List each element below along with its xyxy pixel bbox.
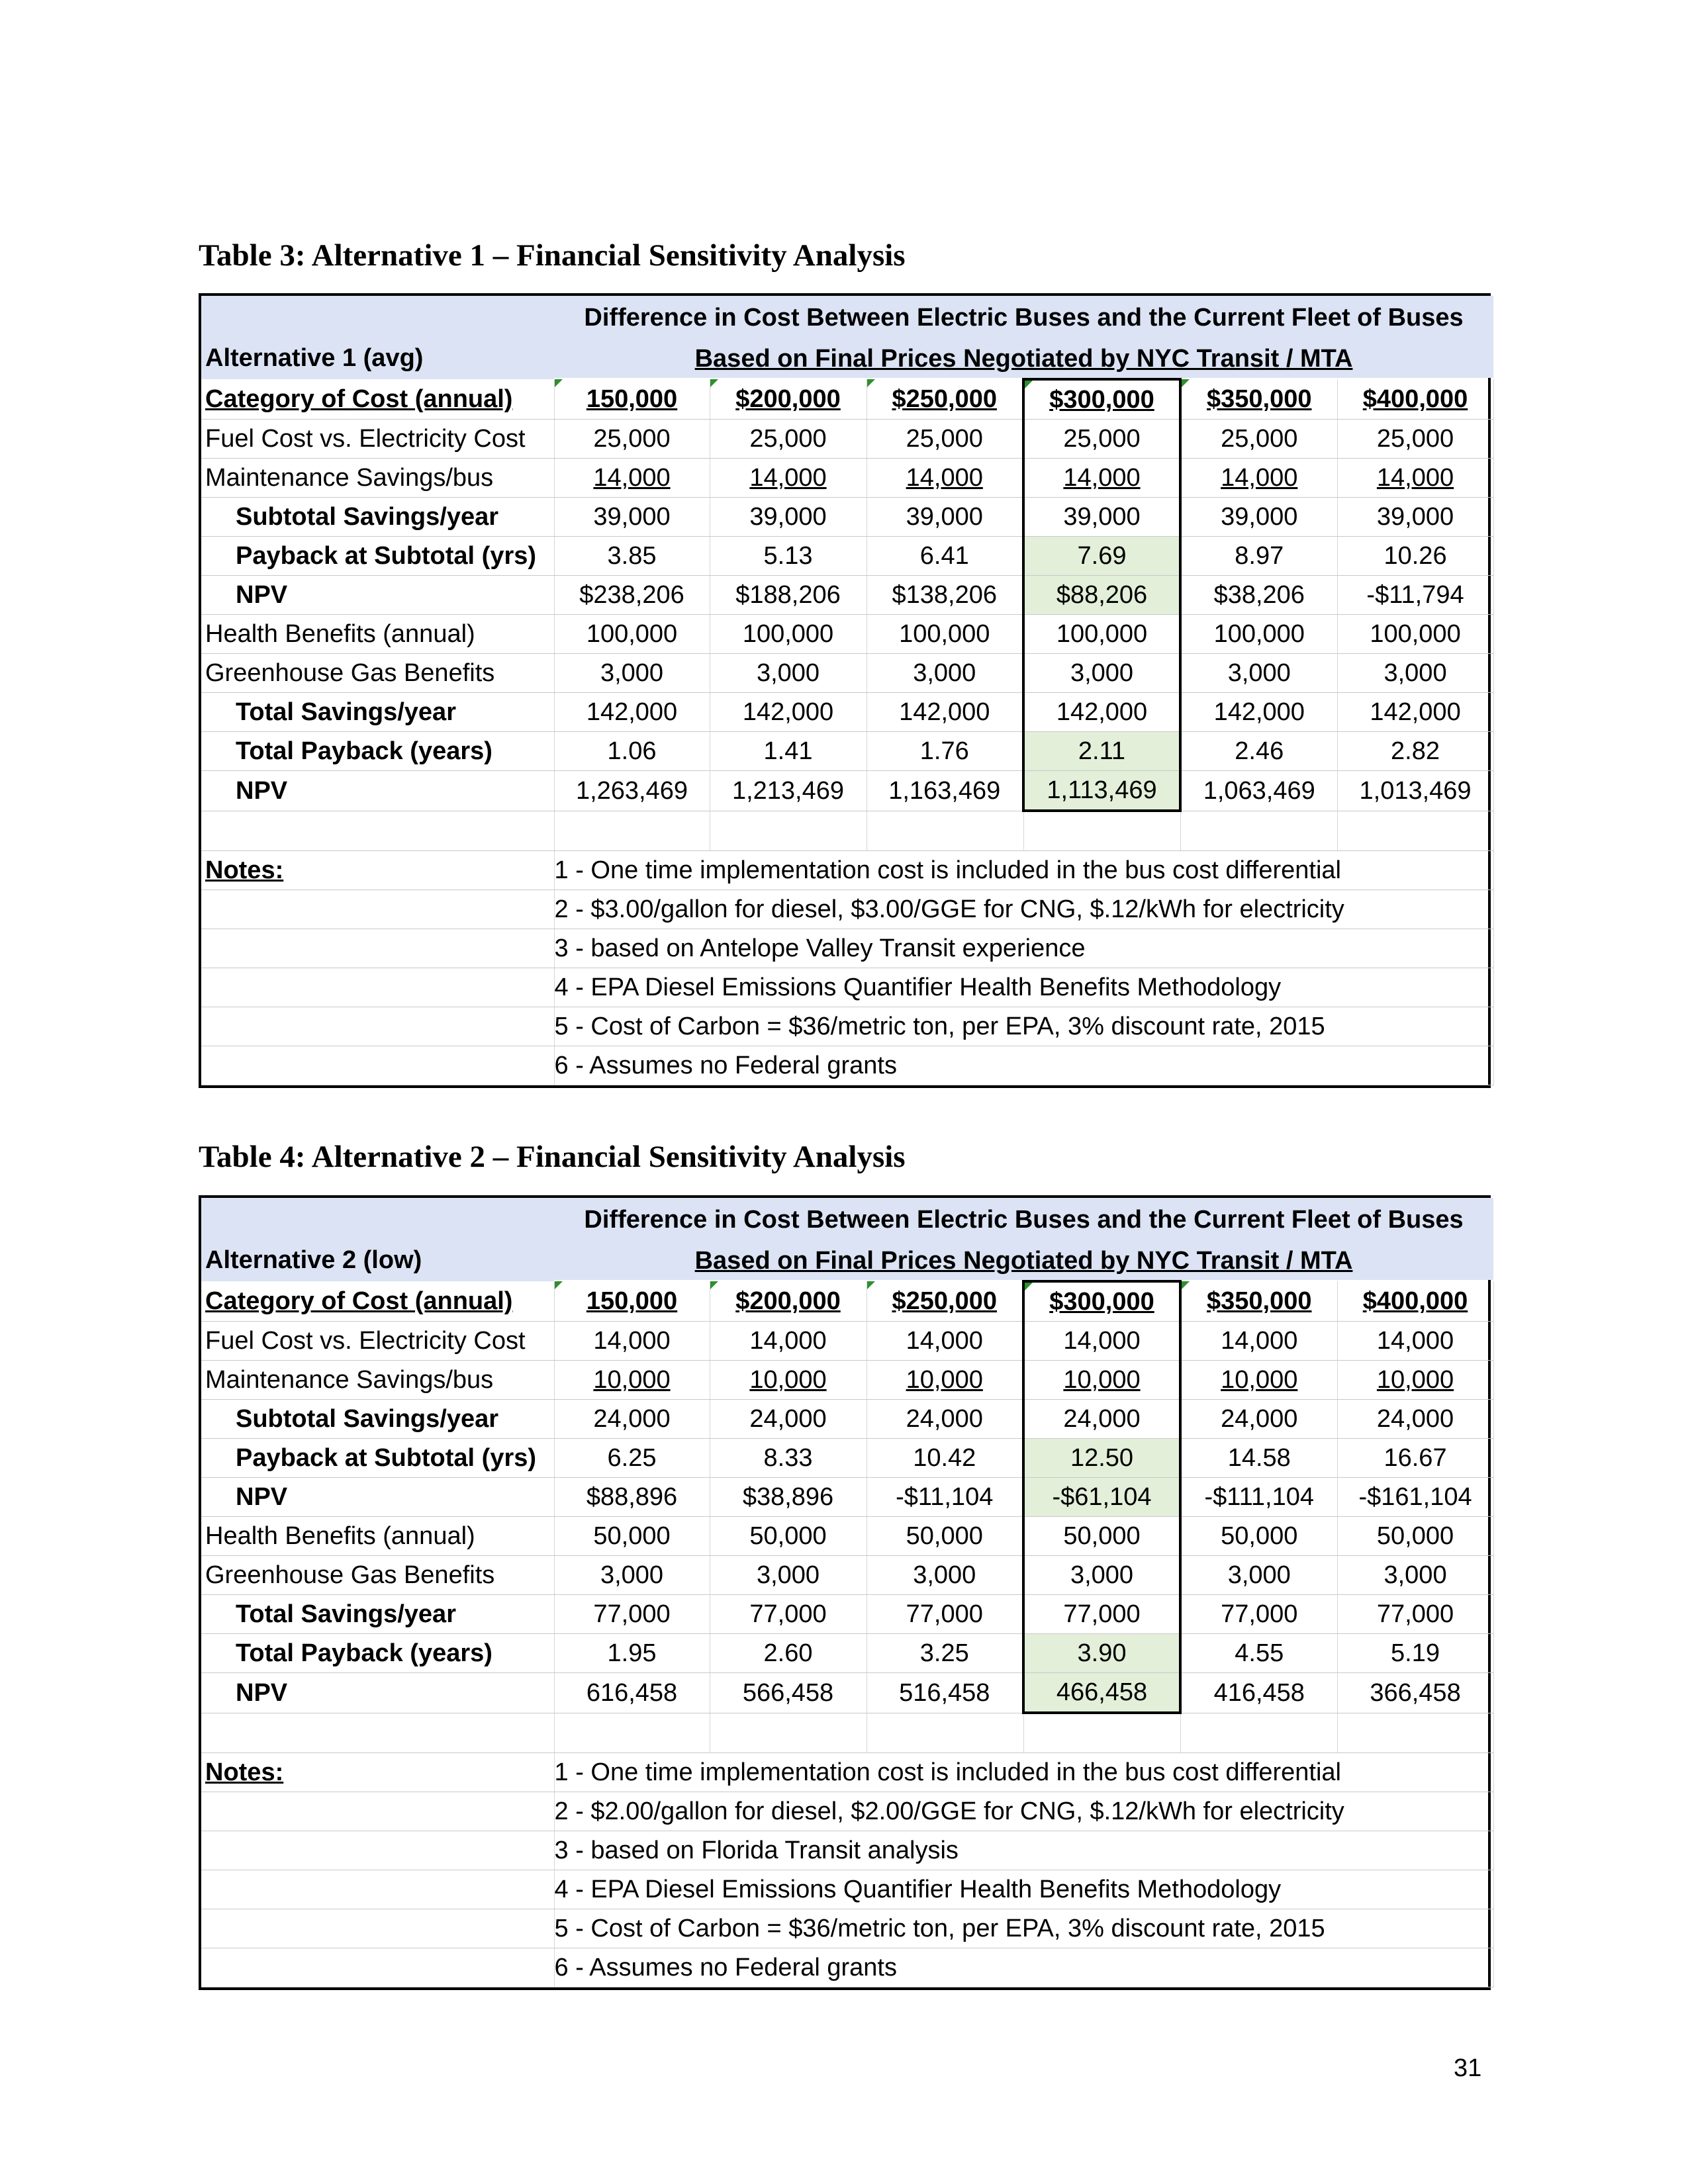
header-line-2: Based on Final Prices Negotiated by NYC Transit / MTA xyxy=(554,1239,1493,1281)
note-row xyxy=(201,890,1493,929)
table-cell: 5.19 xyxy=(1337,1634,1493,1673)
table-row xyxy=(201,498,1493,537)
table-cell: 25,000 xyxy=(710,420,867,459)
table-row xyxy=(201,771,1493,811)
comment-marker-icon xyxy=(710,1281,718,1289)
table-cell: 50,000 xyxy=(1180,1517,1337,1556)
comment-marker-icon xyxy=(867,1281,875,1289)
table-cell: 3,000 xyxy=(1023,654,1180,693)
comment-marker-icon xyxy=(1182,1281,1190,1289)
column-header-3 xyxy=(867,379,1023,420)
note-text: 3 - based on Antelope Valley Transit experience xyxy=(554,929,1493,968)
note-text: 4 - EPA Diesel Emissions Quantifier Health Benefits Methodology xyxy=(554,968,1493,1007)
table-cell: 516,458 xyxy=(867,1673,1023,1713)
table-cell: 10,000 xyxy=(867,1361,1023,1400)
row-label: Health Benefits (annual) xyxy=(201,615,554,654)
table-cell: 3,000 xyxy=(1337,1556,1493,1595)
table-3-title: Table 3: Alternative 1 – Financial Sensitivity Analysis xyxy=(199,238,906,273)
table-cell: 3,000 xyxy=(710,1556,867,1595)
table-cell: 2.82 xyxy=(1337,732,1493,771)
alternative-label: Alternative 1 (avg) xyxy=(201,337,554,379)
note-row xyxy=(201,1870,1493,1909)
sheet-grid xyxy=(201,1198,1494,1987)
table-cell: 1.95 xyxy=(554,1634,710,1673)
table-cell: -$61,104 xyxy=(1023,1478,1180,1517)
column-header-5 xyxy=(1180,379,1337,420)
note-text: 3 - based on Florida Transit analysis xyxy=(554,1831,1493,1870)
table-cell: 25,000 xyxy=(1180,420,1337,459)
table-cell: -$11,794 xyxy=(1337,576,1493,615)
column-header-6 xyxy=(1337,379,1493,420)
table-cell: 616,458 xyxy=(554,1673,710,1713)
empty-cell xyxy=(1337,1713,1493,1753)
header-row-2 xyxy=(201,337,1493,379)
table-row xyxy=(201,615,1493,654)
sheet-grid xyxy=(201,296,1494,1085)
table-cell: 10,000 xyxy=(1180,1361,1337,1400)
empty-cell xyxy=(201,1948,554,1987)
empty-cell xyxy=(201,1792,554,1831)
table-cell: 7.69 xyxy=(1023,537,1180,576)
table-cell: 39,000 xyxy=(1023,498,1180,537)
table-cell: $38,206 xyxy=(1180,576,1337,615)
table-cell: 3,000 xyxy=(554,654,710,693)
table-cell: 24,000 xyxy=(710,1400,867,1439)
row-label: NPV xyxy=(201,1673,554,1713)
column-header-label: $300,000 xyxy=(1049,1288,1154,1316)
table-cell: 100,000 xyxy=(1023,615,1180,654)
table-cell: $188,206 xyxy=(710,576,867,615)
row-label: Fuel Cost vs. Electricity Cost xyxy=(201,420,554,459)
note-row xyxy=(201,1753,1493,1792)
table-cell: 39,000 xyxy=(554,498,710,537)
table-row xyxy=(201,1556,1493,1595)
column-header-label: $300,000 xyxy=(1049,386,1154,414)
table-cell: 142,000 xyxy=(554,693,710,732)
column-header-5 xyxy=(1180,1281,1337,1322)
row-label: Health Benefits (annual) xyxy=(201,1517,554,1556)
table-row xyxy=(201,1595,1493,1634)
table-cell: 14.58 xyxy=(1180,1439,1337,1478)
row-label: Total Savings/year xyxy=(201,1595,554,1634)
table-cell: 2.46 xyxy=(1180,732,1337,771)
empty-cell xyxy=(554,1713,710,1753)
table-cell: -$11,104 xyxy=(867,1478,1023,1517)
table-cell: 142,000 xyxy=(1180,693,1337,732)
empty-cell xyxy=(1337,811,1493,851)
table-cell: 10,000 xyxy=(1023,1361,1180,1400)
row-label: NPV xyxy=(201,771,554,811)
comment-marker-icon xyxy=(1025,1283,1033,1291)
header-row-2 xyxy=(201,1239,1493,1281)
table-row xyxy=(201,1634,1493,1673)
row-label: Maintenance Savings/bus xyxy=(201,459,554,498)
table-row xyxy=(201,693,1493,732)
table-row xyxy=(201,1400,1493,1439)
table-row xyxy=(201,654,1493,693)
table-row xyxy=(201,1673,1493,1713)
column-header-label: $250,000 xyxy=(892,1287,997,1315)
table-cell: 14,000 xyxy=(1023,459,1180,498)
column-header-4 xyxy=(1023,379,1180,420)
note-row xyxy=(201,851,1493,890)
note-text: 1 - One time implementation cost is included in the bus cost differential xyxy=(554,1753,1493,1792)
table-cell: 24,000 xyxy=(867,1400,1023,1439)
comment-marker-icon xyxy=(867,379,875,387)
table-cell: 16.67 xyxy=(1337,1439,1493,1478)
table-cell: 77,000 xyxy=(1337,1595,1493,1634)
table-cell: 142,000 xyxy=(867,693,1023,732)
column-header-label: $200,000 xyxy=(735,385,841,413)
table-cell: 14,000 xyxy=(1337,1322,1493,1361)
row-label: Subtotal Savings/year xyxy=(201,1400,554,1439)
table-cell: 25,000 xyxy=(554,420,710,459)
table-cell: 3,000 xyxy=(1180,1556,1337,1595)
column-header-3 xyxy=(867,1281,1023,1322)
column-header-1 xyxy=(554,379,710,420)
note-text: 5 - Cost of Carbon = $36/metric ton, per EPA, 3% discount rate, 2015 xyxy=(554,1909,1493,1948)
note-text: 6 - Assumes no Federal grants xyxy=(554,1948,1493,1987)
note-row xyxy=(201,1007,1493,1046)
table-cell: 39,000 xyxy=(1337,498,1493,537)
table-cell: 100,000 xyxy=(554,615,710,654)
header-row-1 xyxy=(201,1198,1493,1239)
table-cell: 14,000 xyxy=(710,1322,867,1361)
table-row xyxy=(201,1322,1493,1361)
empty-cell xyxy=(201,1046,554,1085)
empty-cell xyxy=(1180,811,1337,851)
table-cell: 24,000 xyxy=(1023,1400,1180,1439)
table-cell: 14,000 xyxy=(1023,1322,1180,1361)
table-cell: 1,213,469 xyxy=(710,771,867,811)
header-row-1 xyxy=(201,296,1493,337)
empty-cell xyxy=(554,811,710,851)
table-cell: 14,000 xyxy=(1337,459,1493,498)
table-cell: 8.97 xyxy=(1180,537,1337,576)
table-cell: 24,000 xyxy=(1180,1400,1337,1439)
table-cell: $138,206 xyxy=(867,576,1023,615)
table-3 xyxy=(199,293,1491,1088)
table-cell: 2.11 xyxy=(1023,732,1180,771)
category-label: Category of Cost (annual) xyxy=(201,1281,554,1322)
table-cell: 3,000 xyxy=(554,1556,710,1595)
table-cell: $38,896 xyxy=(710,1478,867,1517)
empty-cell xyxy=(867,811,1023,851)
table-cell: 1,163,469 xyxy=(867,771,1023,811)
table-cell: 14,000 xyxy=(1180,459,1337,498)
table-cell: 566,458 xyxy=(710,1673,867,1713)
table-cell: 10,000 xyxy=(710,1361,867,1400)
table-cell: 6.41 xyxy=(867,537,1023,576)
note-row xyxy=(201,1046,1493,1085)
column-header-2 xyxy=(710,1281,867,1322)
note-text: 2 - $3.00/gallon for diesel, $3.00/GGE for CNG, $.12/kWh for electricity xyxy=(554,890,1493,929)
table-cell: $88,896 xyxy=(554,1478,710,1517)
table-cell: 3,000 xyxy=(867,1556,1023,1595)
row-label: NPV xyxy=(201,1478,554,1517)
table-cell: 10.26 xyxy=(1337,537,1493,576)
empty-cell xyxy=(201,929,554,968)
table-cell: 5.13 xyxy=(710,537,867,576)
column-header-label: $350,000 xyxy=(1207,385,1312,413)
column-header-label: $250,000 xyxy=(892,385,997,413)
table-cell: 8.33 xyxy=(710,1439,867,1478)
note-text: 2 - $2.00/gallon for diesel, $2.00/GGE for CNG, $.12/kWh for electricity xyxy=(554,1792,1493,1831)
notes-label: Notes: xyxy=(201,1753,554,1792)
table-cell: -$161,104 xyxy=(1337,1478,1493,1517)
row-label: Payback at Subtotal (yrs) xyxy=(201,537,554,576)
table-cell: 77,000 xyxy=(1023,1595,1180,1634)
table-row xyxy=(201,732,1493,771)
table-cell: 24,000 xyxy=(554,1400,710,1439)
table-cell: 1.06 xyxy=(554,732,710,771)
table-cell: 10.42 xyxy=(867,1439,1023,1478)
comment-marker-icon xyxy=(710,379,718,387)
table-row xyxy=(201,1517,1493,1556)
table-cell: 3.85 xyxy=(554,537,710,576)
table-cell: 77,000 xyxy=(710,1595,867,1634)
page-number: 31 xyxy=(1454,2054,1482,2082)
empty-cell xyxy=(867,1713,1023,1753)
note-text: 4 - EPA Diesel Emissions Quantifier Health Benefits Methodology xyxy=(554,1870,1493,1909)
table-cell: 1.41 xyxy=(710,732,867,771)
table-cell: 366,458 xyxy=(1337,1673,1493,1713)
row-label: NPV xyxy=(201,576,554,615)
table-cell: 77,000 xyxy=(867,1595,1023,1634)
header-spacer xyxy=(201,1198,554,1239)
table-cell: 24,000 xyxy=(1337,1400,1493,1439)
column-header-label: $350,000 xyxy=(1207,1287,1312,1315)
table-cell: 14,000 xyxy=(710,459,867,498)
row-label: Total Payback (years) xyxy=(201,732,554,771)
empty-cell xyxy=(1023,1713,1180,1753)
empty-cell xyxy=(201,1007,554,1046)
table-cell: 100,000 xyxy=(1337,615,1493,654)
table-cell: 1,063,469 xyxy=(1180,771,1337,811)
table-row xyxy=(201,1361,1493,1400)
note-text: 6 - Assumes no Federal grants xyxy=(554,1046,1493,1085)
table-cell: 50,000 xyxy=(867,1517,1023,1556)
header-line-1: Difference in Cost Between Electric Buses and the Current Fleet of Buses xyxy=(554,1198,1493,1239)
column-header-row xyxy=(201,1281,1493,1322)
spacer-row xyxy=(201,811,1493,851)
empty-cell xyxy=(710,811,867,851)
table-cell: 3,000 xyxy=(1023,1556,1180,1595)
table-cell: 39,000 xyxy=(1180,498,1337,537)
row-label: Total Savings/year xyxy=(201,693,554,732)
table-cell: 10,000 xyxy=(1337,1361,1493,1400)
empty-cell xyxy=(1180,1713,1337,1753)
note-row xyxy=(201,1909,1493,1948)
table-cell: 1,263,469 xyxy=(554,771,710,811)
note-row xyxy=(201,1831,1493,1870)
table-row xyxy=(201,537,1493,576)
table-cell: 2.60 xyxy=(710,1634,867,1673)
table-cell: 1.76 xyxy=(867,732,1023,771)
table-cell: 25,000 xyxy=(1023,420,1180,459)
table-cell: 1,013,469 xyxy=(1337,771,1493,811)
table-row xyxy=(201,420,1493,459)
table-cell: 3,000 xyxy=(1180,654,1337,693)
column-header-6 xyxy=(1337,1281,1493,1322)
column-header-label: $400,000 xyxy=(1362,1287,1468,1315)
table-cell: 100,000 xyxy=(867,615,1023,654)
empty-cell xyxy=(201,811,554,851)
row-label: Total Payback (years) xyxy=(201,1634,554,1673)
table-cell: $88,206 xyxy=(1023,576,1180,615)
column-header-label: 150,000 xyxy=(586,1287,678,1315)
empty-cell xyxy=(710,1713,867,1753)
column-header-label: $400,000 xyxy=(1362,385,1468,413)
empty-cell xyxy=(1023,811,1180,851)
note-text: 5 - Cost of Carbon = $36/metric ton, per EPA, 3% discount rate, 2015 xyxy=(554,1007,1493,1046)
table-cell: 14,000 xyxy=(554,1322,710,1361)
table-cell: 142,000 xyxy=(1337,693,1493,732)
table-cell: $238,206 xyxy=(554,576,710,615)
table-cell: 14,000 xyxy=(1180,1322,1337,1361)
table-cell: 77,000 xyxy=(554,1595,710,1634)
comment-marker-icon xyxy=(555,379,563,387)
header-line-1: Difference in Cost Between Electric Buses and the Current Fleet of Buses xyxy=(554,296,1493,337)
empty-cell xyxy=(201,1870,554,1909)
column-header-4 xyxy=(1023,1281,1180,1322)
table-cell: 1,113,469 xyxy=(1023,771,1180,811)
table-cell: 12.50 xyxy=(1023,1439,1180,1478)
note-text: 1 - One time implementation cost is included in the bus cost differential xyxy=(554,851,1493,890)
table-cell: 14,000 xyxy=(554,459,710,498)
table-cell: 25,000 xyxy=(867,420,1023,459)
row-label: Payback at Subtotal (yrs) xyxy=(201,1439,554,1478)
column-header-2 xyxy=(710,379,867,420)
table-cell: 14,000 xyxy=(867,1322,1023,1361)
table-cell: 416,458 xyxy=(1180,1673,1337,1713)
row-label: Subtotal Savings/year xyxy=(201,498,554,537)
table-cell: 39,000 xyxy=(867,498,1023,537)
row-label: Greenhouse Gas Benefits xyxy=(201,654,554,693)
column-header-1 xyxy=(554,1281,710,1322)
alternative-label: Alternative 2 (low) xyxy=(201,1239,554,1281)
note-row xyxy=(201,1792,1493,1831)
comment-marker-icon xyxy=(1182,379,1190,387)
table-cell: 4.55 xyxy=(1180,1634,1337,1673)
table-cell: 6.25 xyxy=(554,1439,710,1478)
spacer-row xyxy=(201,1713,1493,1753)
table-cell: 39,000 xyxy=(710,498,867,537)
note-row xyxy=(201,1948,1493,1987)
note-row xyxy=(201,968,1493,1007)
table-row xyxy=(201,1478,1493,1517)
table-cell: 14,000 xyxy=(867,459,1023,498)
table-cell: 77,000 xyxy=(1180,1595,1337,1634)
table-cell: -$111,104 xyxy=(1180,1478,1337,1517)
empty-cell xyxy=(201,1909,554,1948)
table-cell: 10,000 xyxy=(554,1361,710,1400)
table-cell: 3,000 xyxy=(1337,654,1493,693)
category-label: Category of Cost (annual) xyxy=(201,379,554,420)
table-row xyxy=(201,1439,1493,1478)
table-cell: 466,458 xyxy=(1023,1673,1180,1713)
table-cell: 3.25 xyxy=(867,1634,1023,1673)
table-cell: 142,000 xyxy=(1023,693,1180,732)
empty-cell xyxy=(201,1713,554,1753)
empty-cell xyxy=(201,968,554,1007)
table-4 xyxy=(199,1195,1491,1990)
table-cell: 100,000 xyxy=(710,615,867,654)
table-cell: 50,000 xyxy=(1023,1517,1180,1556)
column-header-label: 150,000 xyxy=(586,385,678,413)
column-header-row xyxy=(201,379,1493,420)
header-line-2: Based on Final Prices Negotiated by NYC Transit / MTA xyxy=(554,337,1493,379)
note-row xyxy=(201,929,1493,968)
table-cell: 3,000 xyxy=(867,654,1023,693)
table-row xyxy=(201,459,1493,498)
notes-label: Notes: xyxy=(201,851,554,890)
comment-marker-icon xyxy=(555,1281,563,1289)
table-row xyxy=(201,576,1493,615)
table-cell: 142,000 xyxy=(710,693,867,732)
row-label: Greenhouse Gas Benefits xyxy=(201,1556,554,1595)
column-header-label: $200,000 xyxy=(735,1287,841,1315)
table-cell: 50,000 xyxy=(710,1517,867,1556)
comment-marker-icon xyxy=(1025,381,1033,388)
empty-cell xyxy=(201,1831,554,1870)
row-label: Maintenance Savings/bus xyxy=(201,1361,554,1400)
table-cell: 50,000 xyxy=(554,1517,710,1556)
header-spacer xyxy=(201,296,554,337)
table-cell: 50,000 xyxy=(1337,1517,1493,1556)
table-cell: 100,000 xyxy=(1180,615,1337,654)
empty-cell xyxy=(201,890,554,929)
table-cell: 3.90 xyxy=(1023,1634,1180,1673)
row-label: Fuel Cost vs. Electricity Cost xyxy=(201,1322,554,1361)
table-cell: 25,000 xyxy=(1337,420,1493,459)
table-cell: 3,000 xyxy=(710,654,867,693)
table-4-title: Table 4: Alternative 2 – Financial Sensitivity Analysis xyxy=(199,1140,906,1174)
